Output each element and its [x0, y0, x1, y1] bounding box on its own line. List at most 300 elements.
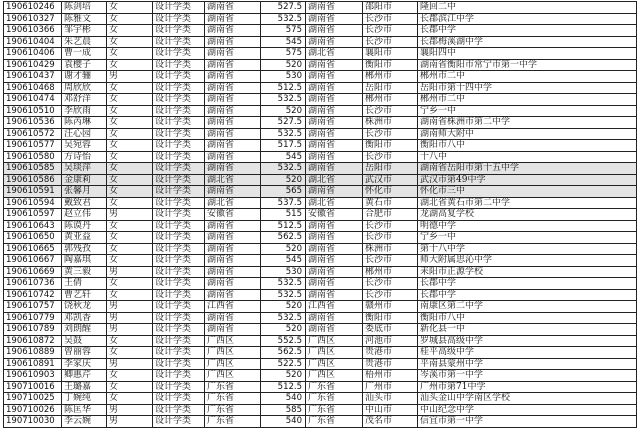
cell-id: 190610597	[4, 209, 62, 221]
cell-school-province: 湖北省	[306, 48, 363, 60]
cell-school: 长郡中学	[418, 25, 637, 37]
cell-major: 设计学类	[153, 370, 205, 382]
cell-name: 饶秋龙	[62, 301, 107, 313]
cell-name: 金康莉	[62, 174, 107, 186]
table-row	[4, 197, 637, 209]
cell-school-province: 湖南省	[306, 59, 363, 71]
cell-gender: 女	[107, 151, 153, 163]
cell-province: 湖南省	[205, 105, 261, 117]
cell-school-province: 广东省	[306, 393, 363, 405]
cell-school: 武汉市第49中学	[418, 174, 637, 186]
table-row	[4, 266, 637, 278]
cell-name: 曹艺轩	[62, 289, 107, 301]
table-body	[4, 2, 637, 428]
cell-id: 190610536	[4, 117, 62, 129]
cell-id: 190610594	[4, 197, 62, 209]
cell-school: 第十八中学	[418, 243, 637, 255]
cell-school: 长郡中学	[418, 278, 637, 290]
cell-major: 设计学类	[153, 209, 205, 221]
cell-name: 王倩	[62, 278, 107, 290]
table-row	[4, 94, 637, 106]
table-row	[4, 393, 637, 405]
cell-score: 532.5	[261, 128, 306, 140]
cell-school-province: 湖南省	[306, 105, 363, 117]
cell-city: 长沙市	[363, 105, 418, 117]
cell-major: 设计学类	[153, 13, 205, 25]
cell-id: 190610872	[4, 335, 62, 347]
cell-school-province: 湖南省	[306, 278, 363, 290]
cell-city: 衡阳市	[363, 140, 418, 152]
cell-school-province: 湖南省	[306, 25, 363, 37]
cell-school-province: 湖南省	[306, 128, 363, 140]
cell-id: 190610665	[4, 243, 62, 255]
cell-city: 广州市	[363, 381, 418, 393]
cell-city: 长沙市	[363, 13, 418, 25]
cell-score: 520	[261, 370, 306, 382]
cell-school: 岳阳市第十四中学	[418, 82, 637, 94]
cell-school-province: 广东省	[306, 416, 363, 428]
cell-name: 郭残孜	[62, 243, 107, 255]
cell-province: 广东省	[205, 404, 261, 416]
cell-id: 190610591	[4, 186, 62, 198]
cell-id: 190610779	[4, 312, 62, 324]
cell-province: 湖南省	[205, 48, 261, 60]
cell-school: 长郡滨江中学	[418, 13, 637, 25]
cell-city: 合肥市	[363, 209, 418, 221]
cell-school: 南康区第二中学	[418, 301, 637, 313]
cell-name: 方诗怡	[62, 151, 107, 163]
cell-gender: 男	[107, 404, 153, 416]
cell-gender: 男	[107, 416, 153, 428]
cell-name: 李家庆	[62, 358, 107, 370]
cell-province: 湖南省	[205, 59, 261, 71]
cell-province: 湖南省	[205, 243, 261, 255]
cell-gender: 男	[107, 324, 153, 336]
table-row	[4, 140, 637, 152]
cell-city: 岳阳市	[363, 82, 418, 94]
cell-score: 585	[261, 404, 306, 416]
cell-city: 怀化市	[363, 186, 418, 198]
cell-gender: 女	[107, 25, 153, 37]
cell-province: 湖南省	[205, 2, 261, 14]
cell-major: 设计学类	[153, 255, 205, 267]
cell-id: 190610586	[4, 174, 62, 186]
cell-school: 耒阳市正源学校	[418, 266, 637, 278]
table-row	[4, 174, 637, 186]
cell-major: 设计学类	[153, 404, 205, 416]
cell-city: 岳阳市	[363, 163, 418, 175]
cell-name: 陈剑培	[62, 2, 107, 14]
cell-score: 532.5	[261, 94, 306, 106]
cell-id: 190610429	[4, 59, 62, 71]
cell-name: 曾丽蓉	[62, 347, 107, 359]
cell-school: 湖南省岳阳市第十五中学	[418, 163, 637, 175]
table-row	[4, 71, 637, 83]
cell-gender: 女	[107, 117, 153, 129]
cell-id: 190610366	[4, 25, 62, 37]
cell-gender: 男	[107, 312, 153, 324]
cell-major: 设计学类	[153, 416, 205, 428]
table-row	[4, 105, 637, 117]
cell-gender: 女	[107, 197, 153, 209]
cell-province: 广西区	[205, 370, 261, 382]
cell-gender: 女	[107, 59, 153, 71]
cell-id: 190610650	[4, 232, 62, 244]
cell-gender: 女	[107, 128, 153, 140]
cell-gender: 女	[107, 381, 153, 393]
cell-city: 株洲市	[363, 243, 418, 255]
cell-school: 湖南省株洲市第二中学	[418, 117, 637, 129]
cell-school-province: 湖南省	[306, 232, 363, 244]
cell-province: 湖南省	[205, 312, 261, 324]
cell-score: 520	[261, 59, 306, 71]
cell-major: 设计学类	[153, 94, 205, 106]
cell-province: 广西区	[205, 335, 261, 347]
cell-city: 贵港市	[363, 358, 418, 370]
cell-city: 河池市	[363, 335, 418, 347]
cell-id: 190710025	[4, 393, 62, 405]
cell-city: 长沙市	[363, 151, 418, 163]
table-row	[4, 2, 637, 14]
cell-school: 湖南省衡阳市常宁市第一中学	[418, 59, 637, 71]
cell-gender: 男	[107, 209, 153, 221]
cell-city: 中山市	[363, 404, 418, 416]
cell-school: 龙湖高复学校	[418, 209, 637, 221]
cell-score: 530	[261, 71, 306, 83]
cell-name: 黄亚益	[62, 232, 107, 244]
cell-score: 530	[261, 266, 306, 278]
cell-id: 190610585	[4, 163, 62, 175]
cell-gender: 女	[107, 140, 153, 152]
cell-name: 张馨月	[62, 186, 107, 198]
cell-school: 信宜市第一中学	[418, 416, 637, 428]
cell-id: 190610757	[4, 301, 62, 313]
cell-score: 545	[261, 151, 306, 163]
cell-city: 娄底市	[363, 324, 418, 336]
cell-id: 190610643	[4, 220, 62, 232]
cell-province: 湖南省	[205, 324, 261, 336]
cell-major: 设计学类	[153, 117, 205, 129]
cell-city: 郴州市	[363, 71, 418, 83]
cell-name: 黄三毅	[62, 266, 107, 278]
cell-school: 衡阳市八中	[418, 312, 637, 324]
cell-id: 190710026	[4, 404, 62, 416]
cell-score: 532.5	[261, 278, 306, 290]
cell-province: 湖南省	[205, 266, 261, 278]
admission-list-table-container	[3, 1, 636, 428]
cell-score: 527.5	[261, 2, 306, 14]
cell-province: 安徽省	[205, 209, 261, 221]
cell-school: 广州市第71中学	[418, 381, 637, 393]
cell-school-province: 湖南省	[306, 151, 363, 163]
cell-gender: 女	[107, 105, 153, 117]
cell-id: 190610406	[4, 48, 62, 60]
table-row	[4, 289, 637, 301]
cell-gender: 女	[107, 36, 153, 48]
cell-name: 赵立伟	[62, 209, 107, 221]
cell-province: 广东省	[205, 416, 261, 428]
cell-name: 丁婉纯	[62, 393, 107, 405]
cell-name: 陶嘉琪	[62, 255, 107, 267]
cell-score: 562.5	[261, 232, 306, 244]
cell-school: 平南县蒙州中学	[418, 358, 637, 370]
cell-province: 湖南省	[205, 71, 261, 83]
cell-province: 湖南省	[205, 278, 261, 290]
cell-province: 湖南省	[205, 232, 261, 244]
cell-province: 湖南省	[205, 163, 261, 175]
cell-school: 长郡中学	[418, 289, 637, 301]
cell-city: 襄阳市	[363, 48, 418, 60]
cell-score: 532.5	[261, 289, 306, 301]
cell-city: 郴州市	[363, 266, 418, 278]
cell-score: 512.5	[261, 82, 306, 94]
cell-gender: 男	[107, 301, 153, 313]
cell-school: 中山纪念中学	[418, 404, 637, 416]
table-row	[4, 128, 637, 140]
cell-name: 吴琰萍	[62, 163, 107, 175]
cell-school: 师大附属思沁中学	[418, 255, 637, 267]
cell-province: 湖南省	[205, 25, 261, 37]
cell-province: 湖南省	[205, 140, 261, 152]
cell-score: 512.5	[261, 220, 306, 232]
table-row	[4, 13, 637, 25]
cell-city: 梧州市	[363, 370, 418, 382]
cell-city: 赣州市	[363, 301, 418, 313]
cell-gender: 女	[107, 278, 153, 290]
cell-school: 襄阳四中	[418, 48, 637, 60]
cell-gender: 女	[107, 220, 153, 232]
cell-score: 515	[261, 209, 306, 221]
cell-school-province: 湖南省	[306, 140, 363, 152]
cell-name: 陈芮琳	[62, 117, 107, 129]
cell-school: 湖南师大附中	[418, 128, 637, 140]
cell-major: 设计学类	[153, 140, 205, 152]
cell-gender: 女	[107, 393, 153, 405]
cell-major: 设计学类	[153, 232, 205, 244]
cell-city: 长沙市	[363, 220, 418, 232]
cell-province: 湖南省	[205, 255, 261, 267]
cell-major: 设计学类	[153, 278, 205, 290]
cell-province: 湖南省	[205, 82, 261, 94]
cell-score: 517.5	[261, 140, 306, 152]
cell-school: 隆回二中	[418, 2, 637, 14]
cell-id: 190610468	[4, 82, 62, 94]
cell-province: 湖南省	[205, 94, 261, 106]
cell-name: 邓凯香	[62, 312, 107, 324]
table-row	[4, 186, 637, 198]
cell-id: 190610246	[4, 2, 62, 14]
cell-school-province: 湖南省	[306, 13, 363, 25]
table-row	[4, 416, 637, 428]
cell-gender: 女	[107, 255, 153, 267]
cell-school: 衡阳市八中	[418, 140, 637, 152]
cell-province: 湖北省	[205, 197, 261, 209]
cell-province: 湖南省	[205, 117, 261, 129]
cell-school-province: 湖南省	[306, 289, 363, 301]
cell-city: 茂名市	[363, 416, 418, 428]
cell-major: 设计学类	[153, 358, 205, 370]
cell-id: 190610404	[4, 36, 62, 48]
table-row	[4, 163, 637, 175]
cell-name: 陈雅文	[62, 13, 107, 25]
table-row	[4, 220, 637, 232]
cell-major: 设计学类	[153, 2, 205, 14]
cell-school: 长郡梅溪湖中学	[418, 36, 637, 48]
cell-school-province: 湖南省	[306, 82, 363, 94]
cell-score: 520	[261, 301, 306, 313]
cell-id: 190610736	[4, 278, 62, 290]
cell-city: 长沙市	[363, 278, 418, 290]
cell-score: 562.5	[261, 347, 306, 359]
cell-province: 湖南省	[205, 36, 261, 48]
cell-gender: 女	[107, 335, 153, 347]
cell-id: 190610577	[4, 140, 62, 152]
cell-city: 衡阳市	[363, 312, 418, 324]
cell-school-province: 安徽省	[306, 209, 363, 221]
cell-score: 552.5	[261, 335, 306, 347]
cell-score: 537.5	[261, 197, 306, 209]
cell-school: 怀化市三中	[418, 186, 637, 198]
table-row	[4, 59, 637, 71]
cell-name: 吴宛蓉	[62, 140, 107, 152]
cell-name: 周欣欣	[62, 82, 107, 94]
table-row	[4, 347, 637, 359]
cell-school-province: 广西区	[306, 335, 363, 347]
cell-score: 545	[261, 36, 306, 48]
cell-school: 宁乡一中	[418, 105, 637, 117]
cell-major: 设计学类	[153, 174, 205, 186]
cell-id: 190610891	[4, 358, 62, 370]
cell-major: 设计学类	[153, 243, 205, 255]
table-row	[4, 278, 637, 290]
cell-name: 汪心园	[62, 128, 107, 140]
cell-major: 设计学类	[153, 220, 205, 232]
cell-score: 512.5	[261, 381, 306, 393]
cell-score: 575	[261, 25, 306, 37]
cell-city: 株洲市	[363, 117, 418, 129]
cell-gender: 女	[107, 289, 153, 301]
cell-major: 设计学类	[153, 105, 205, 117]
cell-school-province: 湖南省	[306, 2, 363, 14]
cell-name: 戴致君	[62, 197, 107, 209]
cell-major: 设计学类	[153, 25, 205, 37]
cell-major: 设计学类	[153, 324, 205, 336]
cell-major: 设计学类	[153, 163, 205, 175]
cell-school-province: 广东省	[306, 404, 363, 416]
cell-id: 190610667	[4, 255, 62, 267]
cell-major: 设计学类	[153, 393, 205, 405]
cell-major: 设计学类	[153, 36, 205, 48]
admission-list-table	[3, 1, 637, 428]
cell-school: 岑溪市第一中学	[418, 370, 637, 382]
cell-name: 谢才骊	[62, 71, 107, 83]
cell-major: 设计学类	[153, 289, 205, 301]
cell-school-province: 湖南省	[306, 220, 363, 232]
cell-province: 湖南省	[205, 128, 261, 140]
cell-score: 520	[261, 105, 306, 117]
table-row	[4, 48, 637, 60]
cell-gender: 男	[107, 358, 153, 370]
cell-id: 190710030	[4, 416, 62, 428]
cell-score: 532.5	[261, 13, 306, 25]
cell-name: 袁樱子	[62, 59, 107, 71]
cell-name: 曹一成	[62, 48, 107, 60]
cell-gender: 女	[107, 370, 153, 382]
cell-major: 设计学类	[153, 347, 205, 359]
cell-gender: 女	[107, 232, 153, 244]
table-row	[4, 324, 637, 336]
cell-school-province: 湖南省	[306, 312, 363, 324]
cell-gender: 女	[107, 2, 153, 14]
cell-school-province: 湖南省	[306, 36, 363, 48]
cell-score: 565	[261, 186, 306, 198]
cell-score: 575	[261, 48, 306, 60]
cell-city: 长沙市	[363, 128, 418, 140]
cell-major: 设计学类	[153, 335, 205, 347]
table-row	[4, 151, 637, 163]
cell-name: 李云婉	[62, 416, 107, 428]
cell-city: 武汉市	[363, 174, 418, 186]
cell-city: 邵阳市	[363, 2, 418, 14]
cell-name: 邹宇彬	[62, 25, 107, 37]
cell-gender: 女	[107, 48, 153, 60]
cell-id: 190610572	[4, 128, 62, 140]
table-row	[4, 232, 637, 244]
cell-city: 长沙市	[363, 25, 418, 37]
cell-gender: 女	[107, 186, 153, 198]
cell-city: 长沙市	[363, 255, 418, 267]
cell-school: 桂平高级中学	[418, 347, 637, 359]
cell-id: 190610327	[4, 13, 62, 25]
cell-school-province: 湖南省	[306, 117, 363, 129]
cell-gender: 女	[107, 174, 153, 186]
cell-major: 设计学类	[153, 82, 205, 94]
table-row	[4, 358, 637, 370]
cell-province: 广东省	[205, 393, 261, 405]
cell-score: 532.5	[261, 312, 306, 324]
cell-school: 十八中	[418, 151, 637, 163]
cell-major: 设计学类	[153, 301, 205, 313]
cell-id: 190610437	[4, 71, 62, 83]
cell-province: 广西区	[205, 347, 261, 359]
cell-id: 190610510	[4, 105, 62, 117]
cell-major: 设计学类	[153, 128, 205, 140]
cell-school: 郴州市二中	[418, 94, 637, 106]
cell-gender: 男	[107, 71, 153, 83]
cell-school-province: 湖南省	[306, 243, 363, 255]
cell-school: 新化县一中	[418, 324, 637, 336]
cell-school: 罗城县高级中学	[418, 335, 637, 347]
cell-id: 190610889	[4, 347, 62, 359]
cell-city: 长沙市	[363, 232, 418, 244]
cell-major: 设计学类	[153, 59, 205, 71]
cell-school-province: 广西区	[306, 358, 363, 370]
cell-province: 湖南省	[205, 220, 261, 232]
table-row	[4, 312, 637, 324]
table-row	[4, 255, 637, 267]
cell-gender: 女	[107, 13, 153, 25]
table-row	[4, 117, 637, 129]
cell-major: 设计学类	[153, 381, 205, 393]
table-row	[4, 82, 637, 94]
cell-school-province: 湖北省	[306, 197, 363, 209]
cell-score: 545	[261, 255, 306, 267]
cell-school-province: 湖南省	[306, 255, 363, 267]
cell-province: 湖南省	[205, 289, 261, 301]
cell-gender: 男	[107, 266, 153, 278]
cell-province: 湖南省	[205, 13, 261, 25]
cell-id: 190610789	[4, 324, 62, 336]
